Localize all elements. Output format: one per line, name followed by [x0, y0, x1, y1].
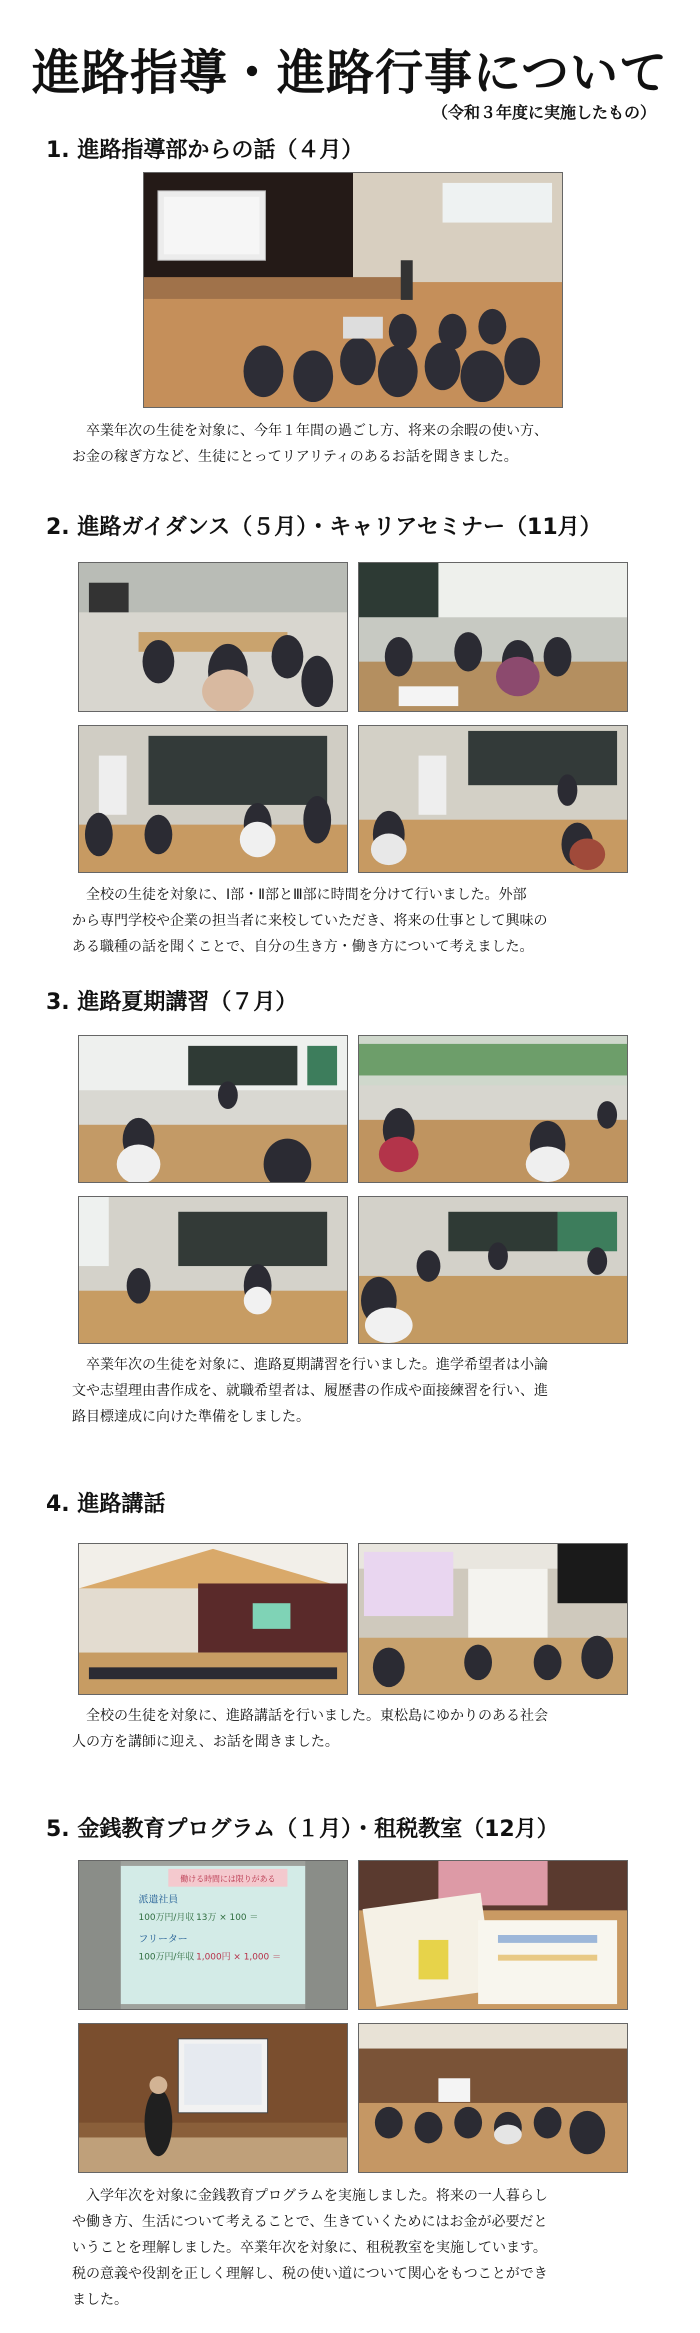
photo-tax-class [358, 2023, 628, 2173]
photo-summer-4 [358, 1196, 628, 1344]
section-3-text [72, 1352, 548, 1430]
slide-line-1: 派遣社員 [138, 1894, 179, 1906]
slide-line-4: フリーター [138, 1933, 188, 1945]
photo-tax-presenter [78, 2023, 348, 2173]
page-subtitle: （令和３年度に実施したもの） [431, 103, 656, 122]
section-1-text [72, 418, 548, 470]
text-line: お金の稼ぎ方など、生徒にとってリアリティのあるお話を聞きました。 [72, 449, 518, 465]
text-line: 路目標達成に向けた準備をしました。 [72, 1409, 310, 1425]
photo-lecture-hall [143, 172, 563, 408]
slide-line-6: 1,000円 × 1,000 ＝ [196, 1952, 282, 1963]
section-3-heading: 3. 進路夏期講習（７月） [46, 990, 298, 1015]
section-4-heading: 4. 進路講話 [46, 1492, 166, 1517]
text-line: ある職種の話を聞くことで、自分の生き方・働き方について考えました。 [72, 939, 534, 955]
slide-line-2: 100万円/月収 [138, 1913, 195, 1924]
photo-tax-worksheet [358, 1860, 628, 2010]
text-line: 税の意義や役割を正しく理解し、税の使い道について関心をもつことができ [72, 2266, 548, 2282]
slide-tag: 働ける時間には限りがある [180, 1874, 276, 1884]
slide-line-5: 100万円/年収 [138, 1952, 195, 1963]
photo-lecture-room [358, 1543, 628, 1695]
section-5-heading: 5. 金銭教育プログラム（１月）・租税教室（12月） [46, 1817, 559, 1842]
photo-guidance-3 [78, 725, 348, 873]
photo-guidance-1 [78, 562, 348, 712]
photo-guidance-4 [358, 725, 628, 873]
text-line: 文や志望理由書作成を、就職希望者は、履歴書の作成や面接練習を行い、進 [72, 1383, 548, 1399]
photo-lecture-gym [78, 1543, 348, 1695]
slide-line-3: 13万 × 100 ＝ [196, 1913, 259, 1924]
section-1-heading: 1. 進路指導部からの話（４月） [46, 138, 364, 163]
section-2-heading: 2. 進路ガイダンス（５月）・キャリアセミナー（11月） [46, 515, 602, 540]
text-line: や働き方、生活について考えることで、生きていくためにはお金が必要だと [72, 2214, 548, 2230]
photo-summer-3 [78, 1196, 348, 1344]
section-4-text [72, 1703, 548, 1755]
text-line: ました。 [72, 2292, 128, 2308]
photo-guidance-2 [358, 562, 628, 712]
text-line: 全校の生徒を対象に、Ⅰ部・Ⅱ部とⅢ部に時間を分けて行いました。外部 [72, 887, 527, 903]
photo-summer-1 [78, 1035, 348, 1183]
text-line: 全校の生徒を対象に、進路講話を行いました。東松島にゆかりのある社会 [72, 1708, 548, 1724]
text-line: 卒業年次の生徒を対象に、進路夏期講習を行いました。進学希望者は小論 [72, 1357, 548, 1373]
section-5-text [72, 2183, 548, 2313]
page-title: 進路指導・進路行事について [31, 45, 669, 101]
text-line: から専門学校や企業の担当者に来校していただき、将来の仕事として興味の [72, 913, 548, 929]
photo-summer-2 [358, 1035, 628, 1183]
text-line: いうことを理解しました。卒業年次を対象に、租税教室を実施しています。 [72, 2240, 547, 2256]
photo-money-slide [78, 1860, 348, 2010]
text-line: 卒業年次の生徒を対象に、今年１年間の過ごし方、将来の余暇の使い方、 [72, 423, 548, 439]
text-line: 人の方を講師に迎え、お話を聞きました。 [72, 1734, 339, 1750]
text-line: 入学年次を対象に金銭教育プログラムを実施しました。将来の一人暮らし [72, 2188, 548, 2204]
section-2-text [72, 882, 547, 960]
